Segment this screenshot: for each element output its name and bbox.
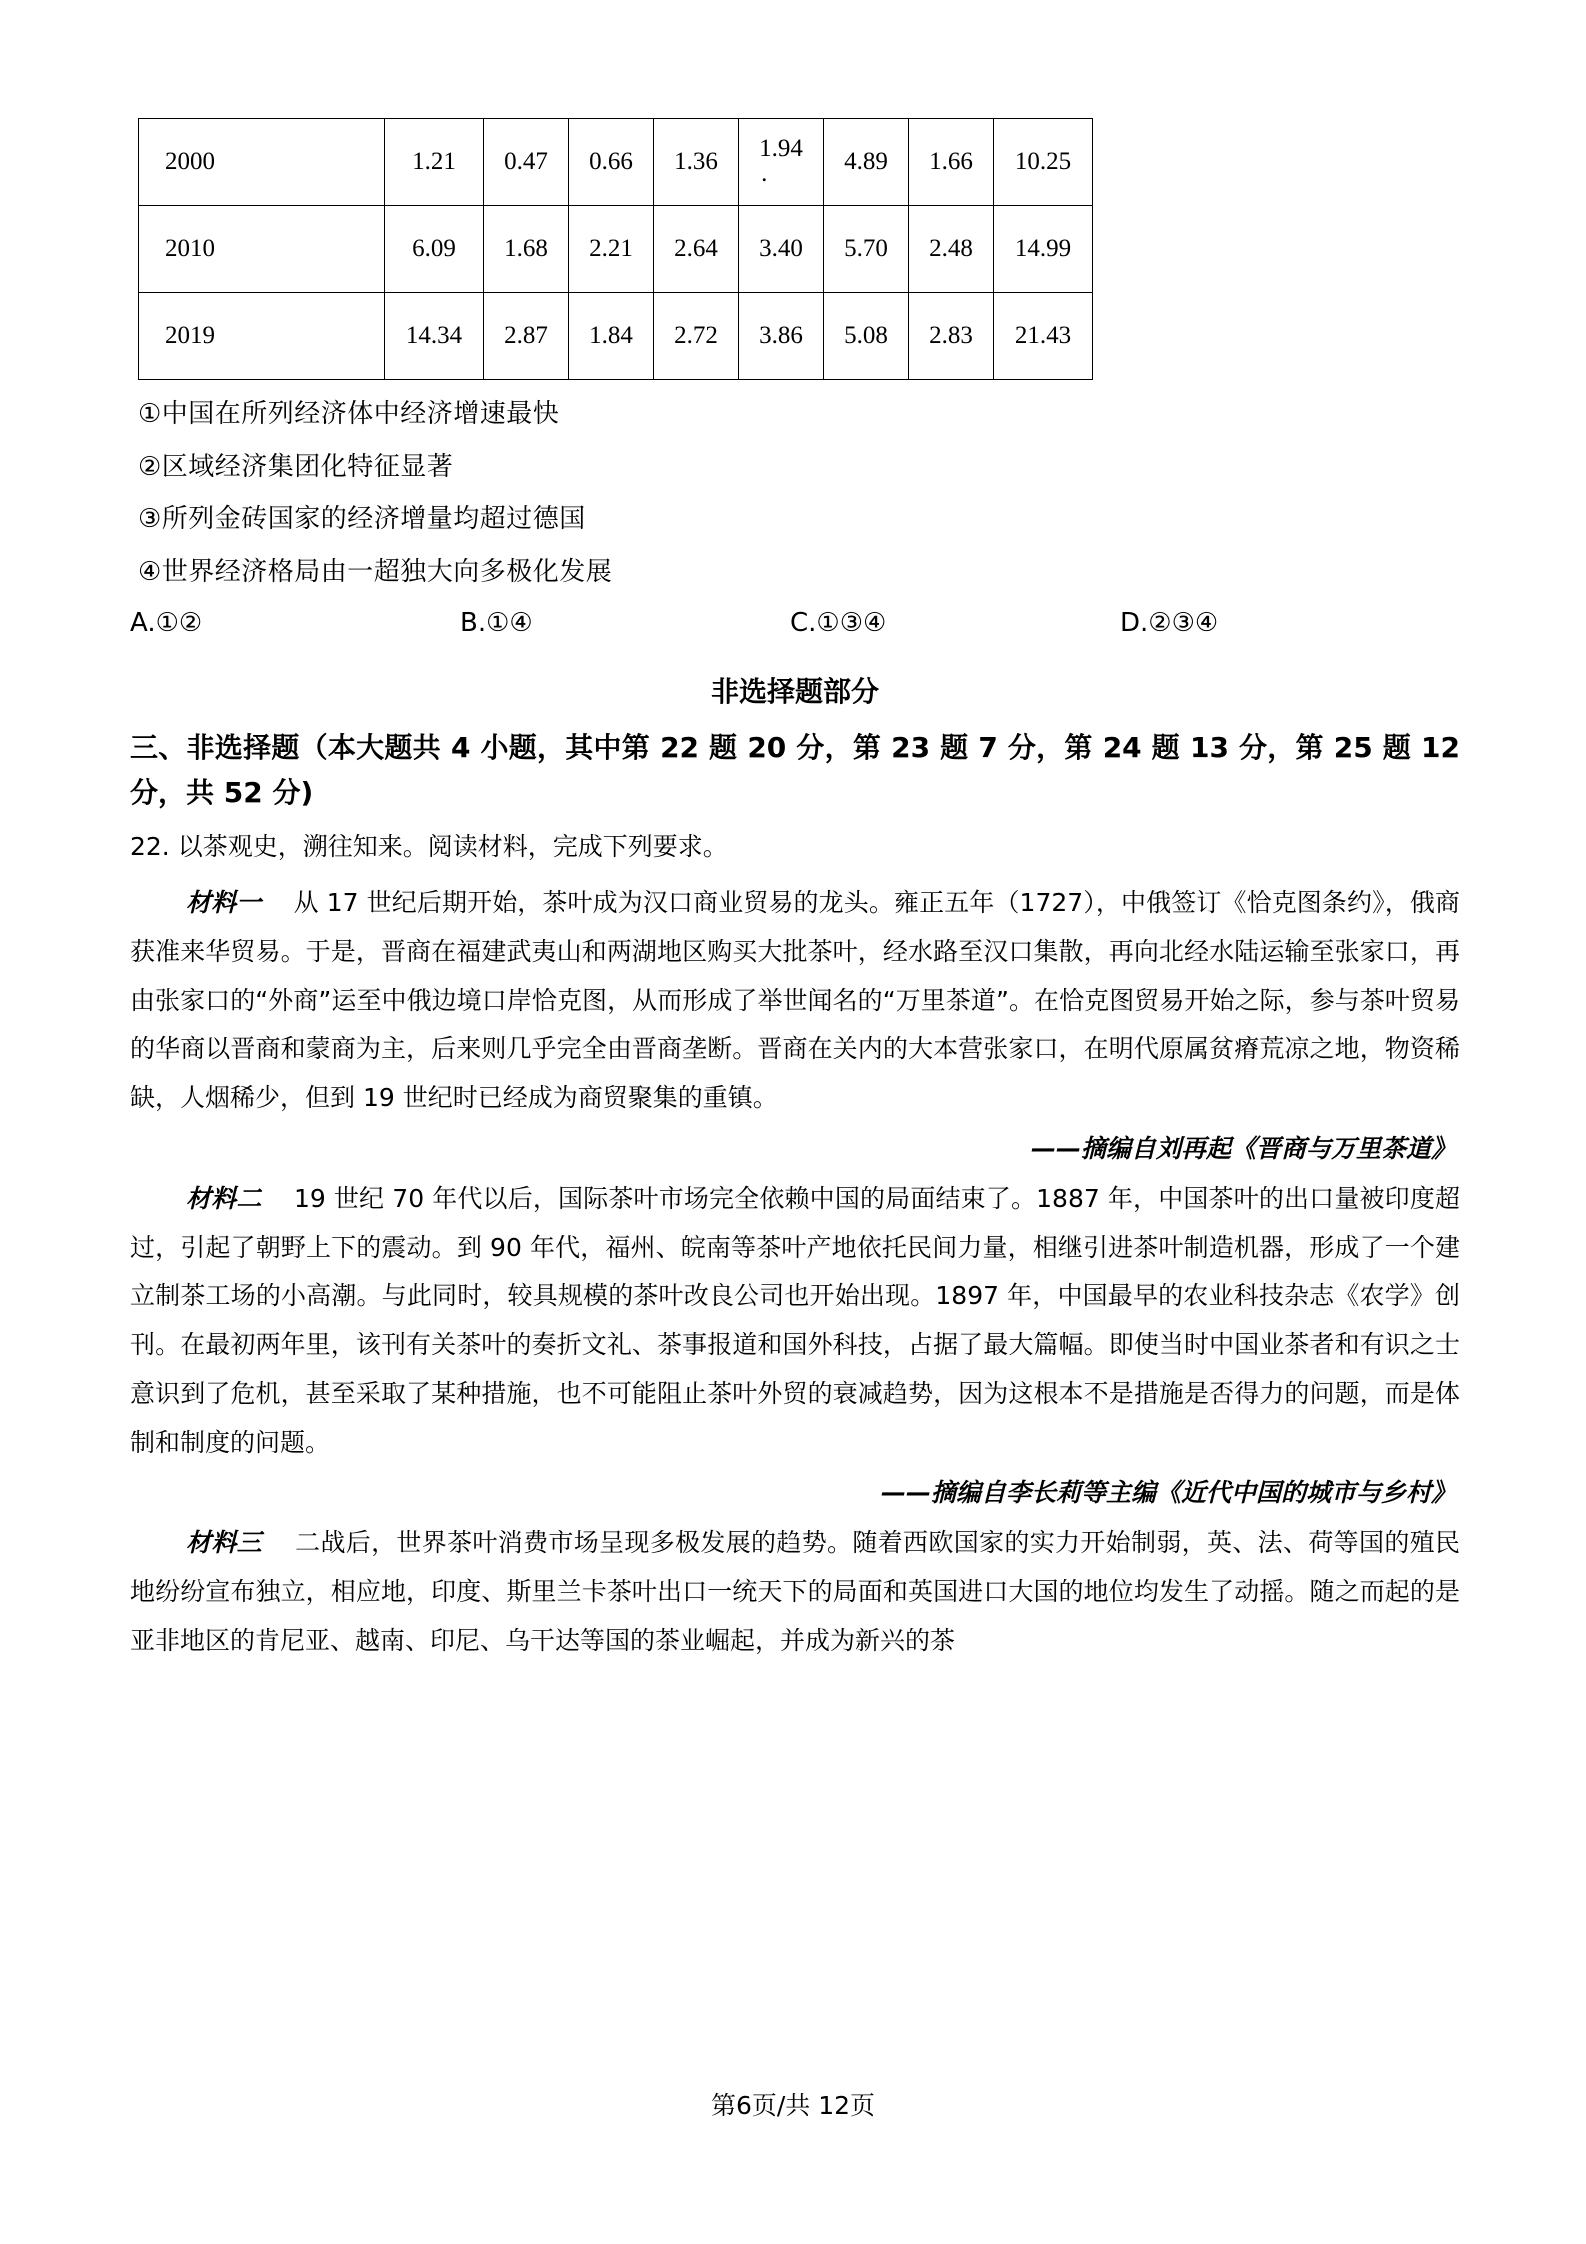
option-d[interactable]: D.②③④ xyxy=(1120,608,1219,638)
table-cell-year: 2000 xyxy=(139,119,385,206)
section-center-title: 非选择题部分 xyxy=(710,675,879,708)
material-two-label: 材料二 xyxy=(186,1183,262,1213)
table-cell-value: 4.89 xyxy=(824,119,909,206)
section-heading: 三、非选择题（本大题共 4 小题，其中第 22 题 20 分，第 23 题 7 分，第 24 题 13 分，第 25 题 12 分，共 52 分) xyxy=(130,731,1460,809)
table-cell-value: 1.68 xyxy=(484,206,569,293)
table-cell-value: 2.83 xyxy=(909,293,994,380)
material-one-source: ——摘编自刘再起《晋商与万里茶道》 xyxy=(1030,1133,1456,1163)
table-cell-value: 6.09 xyxy=(385,206,484,293)
table-cell-value: 5.70 xyxy=(824,206,909,293)
table-cell-value: 0.47 xyxy=(484,119,569,206)
split-value-bottom: . xyxy=(761,160,768,187)
statement-item: ②区域经济集团化特征显著 xyxy=(138,451,454,482)
option-c[interactable]: C.①③④ xyxy=(790,608,887,638)
statement-item: ③所列金砖国家的经济增量均超过德国 xyxy=(138,504,586,534)
table-cell-value: 2.72 xyxy=(654,293,739,380)
statement-item: ①中国在所列经济体中经济增速最快 xyxy=(138,399,560,429)
split-value-top: 1.94 xyxy=(759,135,803,162)
table-cell-value: 1.84 xyxy=(569,293,654,380)
material-two-source: ——摘编自李长莉等主编《近代中国的城市与乡村》 xyxy=(880,1478,1456,1508)
table-cell-value: 2.87 xyxy=(484,293,569,380)
table-cell-value: 2.48 xyxy=(909,206,994,293)
table-cell-year: 2019 xyxy=(139,293,385,380)
option-b[interactable]: B.①④ xyxy=(460,608,533,638)
table-cell-value: 1.36 xyxy=(654,119,739,206)
question-stem-22: 22. 以茶观史，溯往知来。阅读材料，完成下列要求。 xyxy=(130,831,728,861)
answer-options xyxy=(130,608,1460,652)
material-one-label: 材料一 xyxy=(186,888,262,918)
option-a[interactable]: A.①② xyxy=(130,608,203,638)
table-cell-value: 5.08 xyxy=(824,293,909,380)
material-one-text: 从 17 世纪后期开始，茶叶成为汉口商业贸易的龙头。雍正五年（1727），中俄签订《恰克图条约》，俄商获准来华贸易。于是，晋商在福建武夷山和两湖地区购买大批茶叶，经水路至汉口集散，再向北经水陆运输至张家口，再由张家口的“外商”运至中俄边境口岸恰克图，从而形成了举世闻名的“万里茶道”。在恰克图贸易开始之际，参与茶叶贸易的华商以晋商和蒙商为主，后来则几乎完全由晋商垄断。晋商在关内的大本营张家口，在明代原属贫瘠荒凉之地，物资稀缺，人烟稀少，但到 19 世纪时已经成为商贸聚集的重镇。 xyxy=(130,888,1460,1113)
economy-data-table xyxy=(138,118,1093,380)
material-three-paragraph xyxy=(130,1519,1460,1665)
table-cell-value-split xyxy=(739,119,824,206)
table-cell-value: 14.99 xyxy=(994,206,1093,293)
material-two-paragraph xyxy=(130,1175,1460,1468)
table-row xyxy=(139,119,1093,206)
table-cell-value: 3.86 xyxy=(739,293,824,380)
table-cell-value: 1.66 xyxy=(909,119,994,206)
table-body xyxy=(139,119,1093,380)
material-one-paragraph xyxy=(130,879,1460,1123)
table-cell-value: 10.25 xyxy=(994,119,1093,206)
table-cell-value: 14.34 xyxy=(385,293,484,380)
table-cell-value: 0.66 xyxy=(569,119,654,206)
table-cell-value: 3.40 xyxy=(739,206,824,293)
material-three-label: 材料三 xyxy=(186,1528,262,1558)
statement-item: ④世界经济格局由一超独大向多极化发展 xyxy=(138,556,613,587)
table-cell-year: 2010 xyxy=(139,206,385,293)
table-cell-value: 2.21 xyxy=(569,206,654,293)
material-three-text: 二战后，世界茶叶消费市场呈现多极发展的趋势。随着西欧国家的实力开始制弱，英、法、荷等国的殖民地纷纷宣布独立，相应地，印度、斯里兰卡茶叶出口一统天下的局面和英国进口大国的地位均发生了动摇。随之而起的是亚非地区的肯尼亚、越南、印尼、乌干达等国的茶业崛起，并成为新兴的茶 xyxy=(130,1528,1460,1655)
split-value-wrapper xyxy=(759,136,803,186)
table-row xyxy=(139,293,1093,380)
table-cell-value: 21.43 xyxy=(994,293,1093,380)
material-two-text: 19 世纪 70 年代以后，国际茶叶市场完全依赖中国的局面结束了。1887 年，中国茶叶的出口量被印度超过，引起了朝野上下的震动。到 90 年代，福州、皖南等茶叶产地依托民间力量，相继引进茶叶制造机器，形成了一个建立制茶工场的小高潮。与此同时，较具规模的茶叶改良公司也开始出现。1897 年，中国最早的农业科技杂志《农学》创刊。在最初两年里，该刊有关茶叶的奏折文礼、茶事报道和国外科技，占据了最大篇幅。即使当时中国业茶者和有识之士意识到了危机，甚至采取了某种措施，也不可能阻止茶叶外贸的衰减趋势，因为这根本不是措施是否得力的问题，而是体制和制度的问题。 xyxy=(130,1183,1460,1457)
table-cell-value: 1.21 xyxy=(385,119,484,206)
table-row xyxy=(139,206,1093,293)
page-content xyxy=(130,118,1460,1670)
page-footer: 第6页/共 12页 xyxy=(710,2091,876,2120)
table-cell-value: 2.64 xyxy=(654,206,739,293)
